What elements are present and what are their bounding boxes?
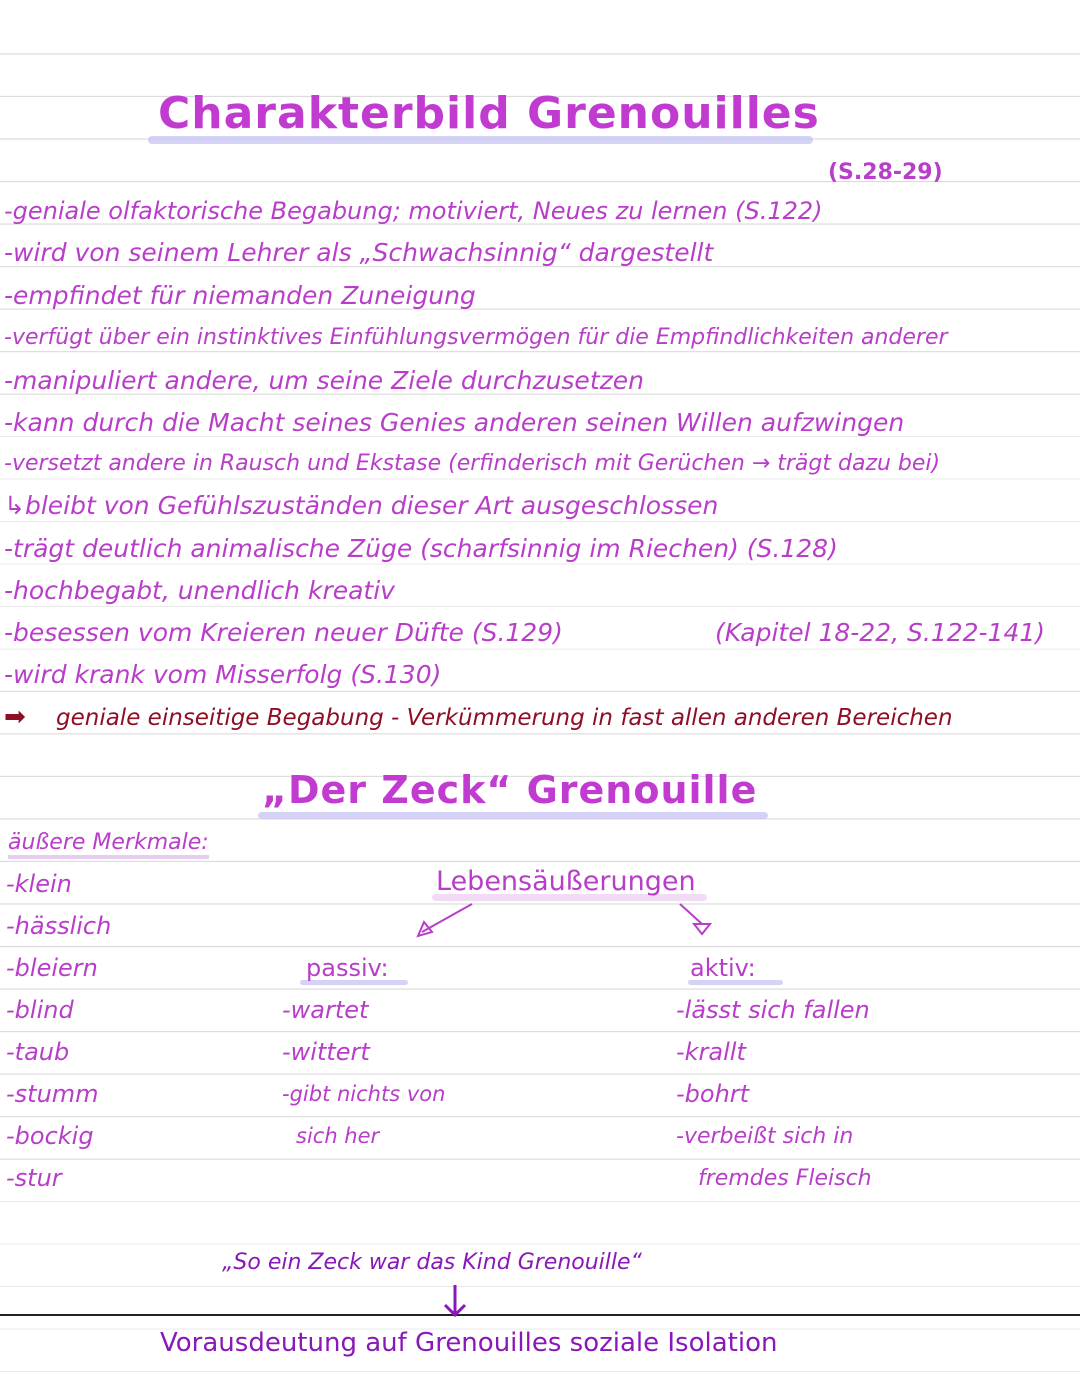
down-arrow-icon xyxy=(440,1283,470,1319)
list-item: -hässlich xyxy=(6,912,112,940)
branch-arrows xyxy=(410,898,730,948)
page-title: Charakterbild Grenouilles xyxy=(158,88,820,139)
passive-item: sich her xyxy=(296,1124,380,1148)
trait-item: -besessen vom Kreieren neuer Düfte (S.129) xyxy=(4,618,563,647)
trait-item: -empfindet für niemanden Zuneigung xyxy=(4,281,476,310)
trait-item: -wird krank vom Misserfolg (S.130) xyxy=(4,660,442,689)
passive-item: -wartet xyxy=(282,996,369,1024)
passive-label: passiv: xyxy=(306,954,389,982)
active-item: -krallt xyxy=(676,1038,746,1066)
list-item: -bockig xyxy=(6,1122,94,1150)
trait-item: -manipuliert andere, um seine Ziele durchzusetzen xyxy=(4,366,644,395)
active-item: fremdes Fleisch xyxy=(698,1166,872,1191)
active-item: -bohrt xyxy=(676,1080,750,1108)
active-item: -verbeißt sich in xyxy=(676,1124,854,1149)
page-reference: (S.28-29) xyxy=(828,160,943,185)
trait-item: ↳bleibt von Gefühlszuständen dieser Art ausgeschlossen xyxy=(4,491,719,520)
list-item: -klein xyxy=(6,870,72,898)
external-features-label: äußere Merkmale: xyxy=(8,830,209,855)
quote: „So ein Zeck war das Kind Grenouille“ xyxy=(222,1250,642,1275)
subtitle-highlight xyxy=(258,812,768,819)
passive-item: -wittert xyxy=(282,1038,370,1066)
trait-item: -verfügt über ein instinktives Einfühlungsvermögen für die Empfindlichkeiten anderer xyxy=(4,325,948,350)
active-item: -lässt sich fallen xyxy=(676,996,870,1024)
right-arrow-head xyxy=(694,924,710,934)
list-item: -stumm xyxy=(6,1080,99,1108)
subtitle: „Der Zeck“ Grenouille xyxy=(262,768,758,812)
list-item: -bleiern xyxy=(6,954,98,982)
divider-line xyxy=(0,1314,1080,1316)
trait-item: -versetzt andere in Rausch und Ekstase (erfinderisch mit Gerüchen → trägt dazu bei) xyxy=(4,451,941,476)
list-item: -blind xyxy=(6,996,74,1024)
conclusion: geniale einseitige Begabung - Verkümmerung in fast allen anderen Bereichen xyxy=(56,705,953,731)
left-arrow-head xyxy=(418,922,432,936)
trait-item: -kann durch die Macht seines Genies anderen seinen Willen aufzwingen xyxy=(4,408,905,437)
active-label: aktiv: xyxy=(690,954,756,982)
foreshadow-text: Vorausdeutung auf Grenouilles soziale Isolation xyxy=(160,1328,778,1358)
list-item: -taub xyxy=(6,1038,70,1066)
right-arrow-line xyxy=(680,904,702,924)
trait-item: -geniale olfaktorische Begabung; motiviert, Neues zu lernen (S.122) xyxy=(4,197,823,225)
life-expressions-label: Lebensäußerungen xyxy=(436,866,696,897)
chapter-reference: (Kapitel 18-22, S.122-141) xyxy=(715,618,1046,647)
trait-item: -wird von seinem Lehrer als „Schwachsinnig“ dargestellt xyxy=(4,238,714,267)
passive-item: -gibt nichts von xyxy=(282,1082,446,1106)
trait-item: -trägt deutlich animalische Züge (scharfsinnig im Riechen) (S.128) xyxy=(4,534,838,563)
conclusion-arrow-icon: ➡ xyxy=(4,702,26,732)
list-item: -stur xyxy=(6,1164,62,1192)
trait-item: -hochbegabt, unendlich kreativ xyxy=(4,576,395,605)
